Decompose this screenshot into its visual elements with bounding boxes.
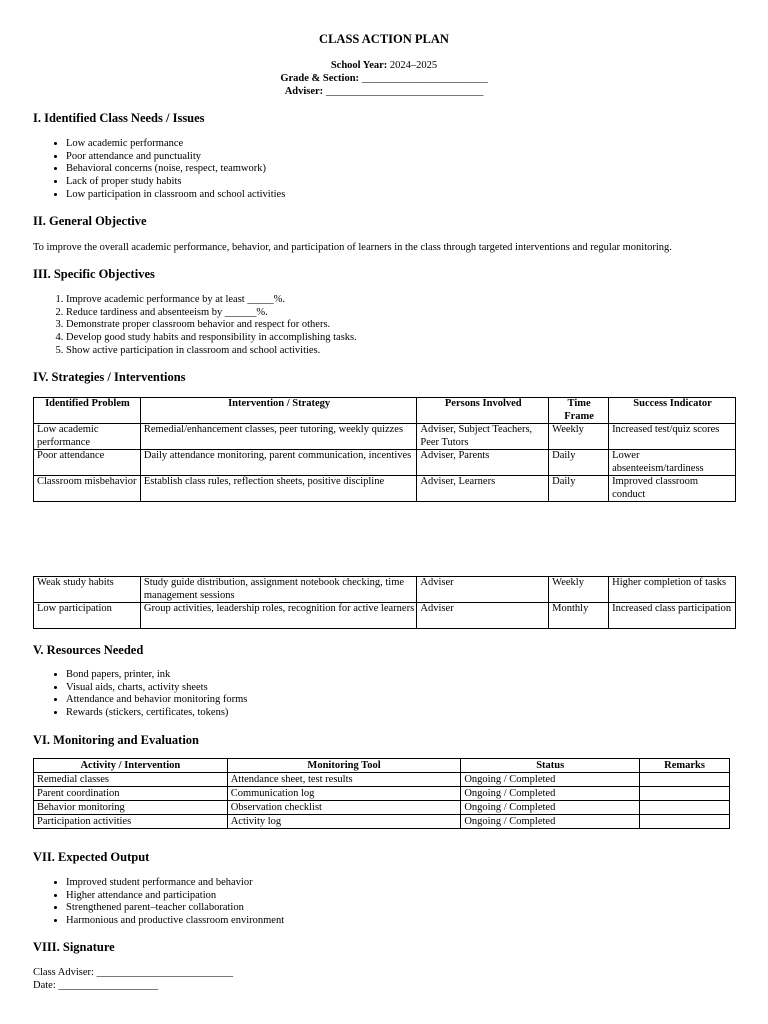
table-cell: Remedial classes xyxy=(34,773,228,787)
general-objective-text: To improve the overall academic performance, behavior, and participation of learners in the class through targeted interventions and regular monitoring. xyxy=(33,242,672,253)
table-cell: Ongoing / Completed xyxy=(461,801,640,815)
school-year-line xyxy=(0,60,768,73)
table-cell: Group activities, leadership roles, recognition for active learners xyxy=(140,603,417,629)
list-item: 3. Demonstrate proper classroom behavior and respect for others. xyxy=(66,319,357,332)
table-cell: Behavior monitoring xyxy=(34,801,228,815)
table-cell xyxy=(640,787,730,801)
monitoring-table xyxy=(33,758,730,829)
list-item: 2. Reduce tardiness and absenteeism by ______%. xyxy=(66,307,357,320)
grade-section-line xyxy=(0,73,768,86)
grade-section-label: Grade & Section: xyxy=(280,73,360,84)
list-item: • Strengthened parent–teacher collaboration xyxy=(66,902,284,915)
list-item: • Higher attendance and participation xyxy=(66,890,284,903)
table-cell: Adviser, Parents xyxy=(417,450,549,476)
section-heading-expected-output: VII. Expected Output xyxy=(33,850,150,864)
strategies-table xyxy=(33,397,736,502)
table-row xyxy=(34,424,736,450)
table-cell: Adviser xyxy=(417,603,549,629)
table-header: Activity / Intervention xyxy=(34,759,228,773)
list-item: • Rewards (stickers, certificates, tokens) xyxy=(66,707,247,720)
section-heading-strategies: IV. Strategies / Interventions xyxy=(33,370,186,384)
adviser-blank: ______________________________ xyxy=(323,86,484,97)
table-cell: Study guide distribution, assignment notebook checking, time management sessions xyxy=(140,577,417,603)
table-cell: Participation activities xyxy=(34,815,228,829)
section-heading-specific-objectives: III. Specific Objectives xyxy=(33,267,155,281)
table-cell: Establish class rules, reflection sheets, positive discipline xyxy=(140,476,417,502)
list-item: • Low participation in classroom and school activities xyxy=(66,189,285,202)
strategies-table-continued xyxy=(33,576,736,629)
list-item: 5. Show active participation in classroom and school activities. xyxy=(66,345,357,358)
table-cell: Daily xyxy=(549,476,609,502)
list-item: 1. Improve academic performance by at least _____%. xyxy=(66,294,357,307)
table-cell: Activity log xyxy=(227,815,461,829)
table-cell: Ongoing / Completed xyxy=(461,815,640,829)
table-cell: Communication log xyxy=(227,787,461,801)
table-cell: Daily xyxy=(549,450,609,476)
table-cell: Low academic performance xyxy=(34,424,141,450)
section-heading-general-objective: II. General Objective xyxy=(33,214,147,228)
section-heading-resources: V. Resources Needed xyxy=(33,643,144,657)
specific-objectives-list xyxy=(33,294,357,357)
table-cell: Weekly xyxy=(549,424,609,450)
table-header: Persons Involved xyxy=(417,398,549,424)
table-header-row xyxy=(34,398,736,424)
list-item: • Lack of proper study habits xyxy=(66,176,285,189)
table-cell: Adviser xyxy=(417,577,549,603)
table-header: Identified Problem xyxy=(34,398,141,424)
adviser-label: Adviser: xyxy=(284,86,324,97)
adviser-line xyxy=(0,86,768,99)
table-cell: Increased class participation xyxy=(609,603,736,629)
table-cell: Attendance sheet, test results xyxy=(227,773,461,787)
table-cell: Ongoing / Completed xyxy=(461,773,640,787)
table-cell: Increased test/quiz scores xyxy=(609,424,736,450)
table-cell: Observation checklist xyxy=(227,801,461,815)
table-header: Status xyxy=(461,759,640,773)
table-row xyxy=(34,773,730,787)
school-year-value: 2024–2025 xyxy=(387,60,438,71)
table-cell: Adviser, Learners xyxy=(417,476,549,502)
table-cell: Classroom misbehavior xyxy=(34,476,141,502)
list-item: • Low academic performance xyxy=(66,138,285,151)
table-header: Remarks xyxy=(640,759,730,773)
table-header: Intervention / Strategy xyxy=(140,398,417,424)
table-cell: Weekly xyxy=(549,577,609,603)
table-cell: Parent coordination xyxy=(34,787,228,801)
table-header: Success Indicator xyxy=(609,398,736,424)
table-cell: Lower absenteeism/tardiness xyxy=(609,450,736,476)
table-cell: Adviser, Subject Teachers, Peer Tutors xyxy=(417,424,549,450)
list-item: • Bond papers, printer, ink xyxy=(66,669,247,682)
school-year-label: School Year: xyxy=(330,60,388,71)
list-item: 4. Develop good study habits and responsibility in accomplishing tasks. xyxy=(66,332,357,345)
table-cell: Monthly xyxy=(549,603,609,629)
table-row xyxy=(34,577,736,603)
section-heading-needs: I. Identified Class Needs / Issues xyxy=(33,111,205,125)
table-header: Time Frame xyxy=(549,398,609,424)
table-row xyxy=(34,787,730,801)
table-cell: Ongoing / Completed xyxy=(461,787,640,801)
resources-list xyxy=(33,669,247,720)
table-cell: Remedial/enhancement classes, peer tutoring, weekly quizzes xyxy=(140,424,417,450)
grade-section-blank: ________________________ xyxy=(359,73,488,84)
table-cell: Low participation xyxy=(34,603,141,629)
section-heading-monitoring: VI. Monitoring and Evaluation xyxy=(33,733,200,747)
table-row xyxy=(34,815,730,829)
table-row xyxy=(34,801,730,815)
table-cell: Higher completion of tasks xyxy=(609,577,736,603)
table-cell: Poor attendance xyxy=(34,450,141,476)
table-cell: Daily attendance monitoring, parent communication, incentives xyxy=(140,450,417,476)
table-row xyxy=(34,476,736,502)
document-title: CLASS ACTION PLAN xyxy=(319,32,449,46)
date-line: Date: ___________________ xyxy=(33,980,159,991)
table-cell: Weak study habits xyxy=(34,577,141,603)
list-item: • Visual aids, charts, activity sheets xyxy=(66,682,247,695)
table-header-row xyxy=(34,759,730,773)
table-header: Monitoring Tool xyxy=(227,759,461,773)
list-item: • Poor attendance and punctuality xyxy=(66,151,285,164)
list-item: • Attendance and behavior monitoring forms xyxy=(66,694,247,707)
table-row xyxy=(34,603,736,629)
section-heading-signature: VIII. Signature xyxy=(33,940,115,954)
needs-list xyxy=(33,138,285,201)
list-item: • Behavioral concerns (noise, respect, teamwork) xyxy=(66,163,285,176)
class-adviser-signature-line: Class Adviser: __________________________ xyxy=(33,967,234,978)
table-cell xyxy=(640,801,730,815)
list-item: • Improved student performance and behavior xyxy=(66,877,284,890)
expected-output-list xyxy=(33,877,284,928)
table-row xyxy=(34,450,736,476)
table-cell xyxy=(640,815,730,829)
list-item: • Harmonious and productive classroom environment xyxy=(66,915,284,928)
table-cell: Improved classroom conduct xyxy=(609,476,736,502)
table-cell xyxy=(640,773,730,787)
